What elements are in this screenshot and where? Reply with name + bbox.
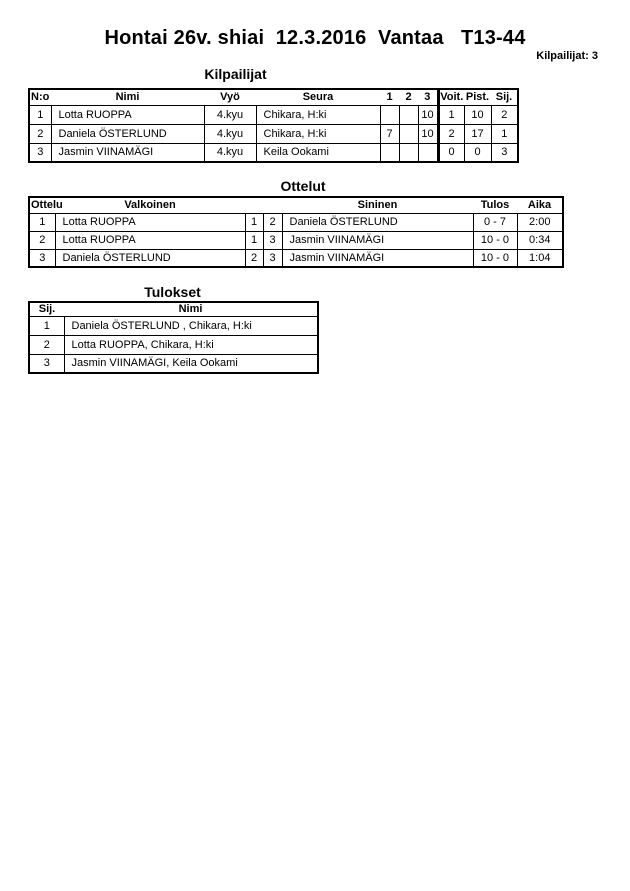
matches-header-row [29,197,563,213]
col-header-white-no [245,197,263,213]
col-header-rank: Sij. [29,302,64,316]
matches-table [28,196,564,268]
match-no-cell: 2 [29,231,55,249]
competitor-no-cell: 1 [29,105,51,124]
col-header-match-no: Ottelu [29,197,55,213]
match-row [29,231,563,249]
result-name-cell: Daniela ÖSTERLUND , Chikara, H:ki [64,316,318,335]
result-row [29,354,318,373]
col-header-belt: Vyö [204,89,256,105]
match-blue-name-cell: Daniela ÖSTERLUND [282,213,473,231]
competitor-rank-cell: 3 [491,143,518,162]
competitor-points-cell: 10 [464,105,491,124]
competitor-wins-cell: 2 [438,124,464,143]
competitor-wins-cell: 0 [438,143,464,162]
competitor-points-cell: 0 [464,143,491,162]
col-header-result: Tulos [473,197,517,213]
col-header-blue: Sininen [282,197,473,213]
result-name-cell: Jasmin VIINAMÄGI, Keila Ookami [64,354,318,373]
col-header-blue-no [263,197,282,213]
competitor-no-cell: 3 [29,143,51,162]
col-header-wins: Voit. [438,89,464,105]
match-white-name-cell: Daniela ÖSTERLUND [55,249,245,267]
col-header-match1: 1 [380,89,399,105]
competitor-belt-cell: 4.kyu [204,105,256,124]
result-rank-cell: 1 [29,316,64,335]
match-time-cell: 2:00 [517,213,563,231]
competitor-match2-cell [399,143,418,162]
result-row [29,316,318,335]
competitors-header-row [29,89,518,105]
competitor-name-cell: Daniela ÖSTERLUND [51,124,204,143]
match-blue-name-cell: Jasmin VIINAMÄGI [282,231,473,249]
match-white-name-cell: Lotta RUOPPA [55,231,245,249]
col-header-name: Nimi [51,89,204,105]
result-row [29,335,318,354]
competitor-match3-cell: 10 [418,124,438,143]
participants-count-label: Kilpailijat: 3 [536,50,598,62]
match-result-cell: 10 - 0 [473,249,517,267]
section-title-competitors: Kilpailijat [204,66,267,82]
competitor-rank-cell: 1 [491,124,518,143]
competitor-match3-cell [418,143,438,162]
match-no-cell: 3 [29,249,55,267]
competitor-match1-cell [380,143,399,162]
col-header-points: Pist. [464,89,491,105]
competitor-wins-cell: 1 [438,105,464,124]
competitor-belt-cell: 4.kyu [204,124,256,143]
section-title-results: Tulokset [144,284,201,300]
document-title: Hontai 26v. shiai 12.3.2016 Vantaa T13-44 [104,27,526,49]
col-header-rank: Sij. [491,89,518,105]
match-blue-no-cell: 3 [263,249,282,267]
competitor-club-cell: Chikara, H:ki [256,124,380,143]
competitor-rank-cell: 2 [491,105,518,124]
results-table [28,301,319,374]
col-header-match2: 2 [399,89,418,105]
match-result-cell: 0 - 7 [473,213,517,231]
match-row [29,213,563,231]
match-row [29,249,563,267]
match-blue-no-cell: 2 [263,213,282,231]
col-header-no: N:o [29,89,51,105]
competitor-row [29,105,518,124]
match-result-cell: 10 - 0 [473,231,517,249]
col-header-name: Nimi [64,302,318,316]
match-time-cell: 1:04 [517,249,563,267]
section-title-matches: Ottelut [280,178,326,194]
competitor-row [29,124,518,143]
competitor-match3-cell: 10 [418,105,438,124]
match-white-no-cell: 1 [245,231,263,249]
col-header-match3: 3 [418,89,438,105]
match-white-no-cell: 2 [245,249,263,267]
competitor-name-cell: Lotta RUOPPA [51,105,204,124]
competitor-match1-cell [380,105,399,124]
match-white-name-cell: Lotta RUOPPA [55,213,245,231]
competitor-match1-cell: 7 [380,124,399,143]
col-header-white: Valkoinen [55,197,245,213]
competitor-club-cell: Chikara, H:ki [256,105,380,124]
col-header-club: Seura [256,89,380,105]
match-blue-no-cell: 3 [263,231,282,249]
competitor-name-cell: Jasmin VIINAMÄGI [51,143,204,162]
competitor-match2-cell [399,124,418,143]
result-rank-cell: 3 [29,354,64,373]
competitor-no-cell: 2 [29,124,51,143]
competitor-row [29,143,518,162]
result-name-cell: Lotta RUOPPA, Chikara, H:ki [64,335,318,354]
competitor-club-cell: Keila Ookami [256,143,380,162]
results-header-row [29,302,318,316]
col-header-time: Aika [517,197,563,213]
competitor-points-cell: 17 [464,124,491,143]
match-no-cell: 1 [29,213,55,231]
competitors-table [28,88,519,163]
match-time-cell: 0:34 [517,231,563,249]
competitor-match2-cell [399,105,418,124]
result-rank-cell: 2 [29,335,64,354]
competitor-belt-cell: 4.kyu [204,143,256,162]
match-blue-name-cell: Jasmin VIINAMÄGI [282,249,473,267]
match-white-no-cell: 1 [245,213,263,231]
